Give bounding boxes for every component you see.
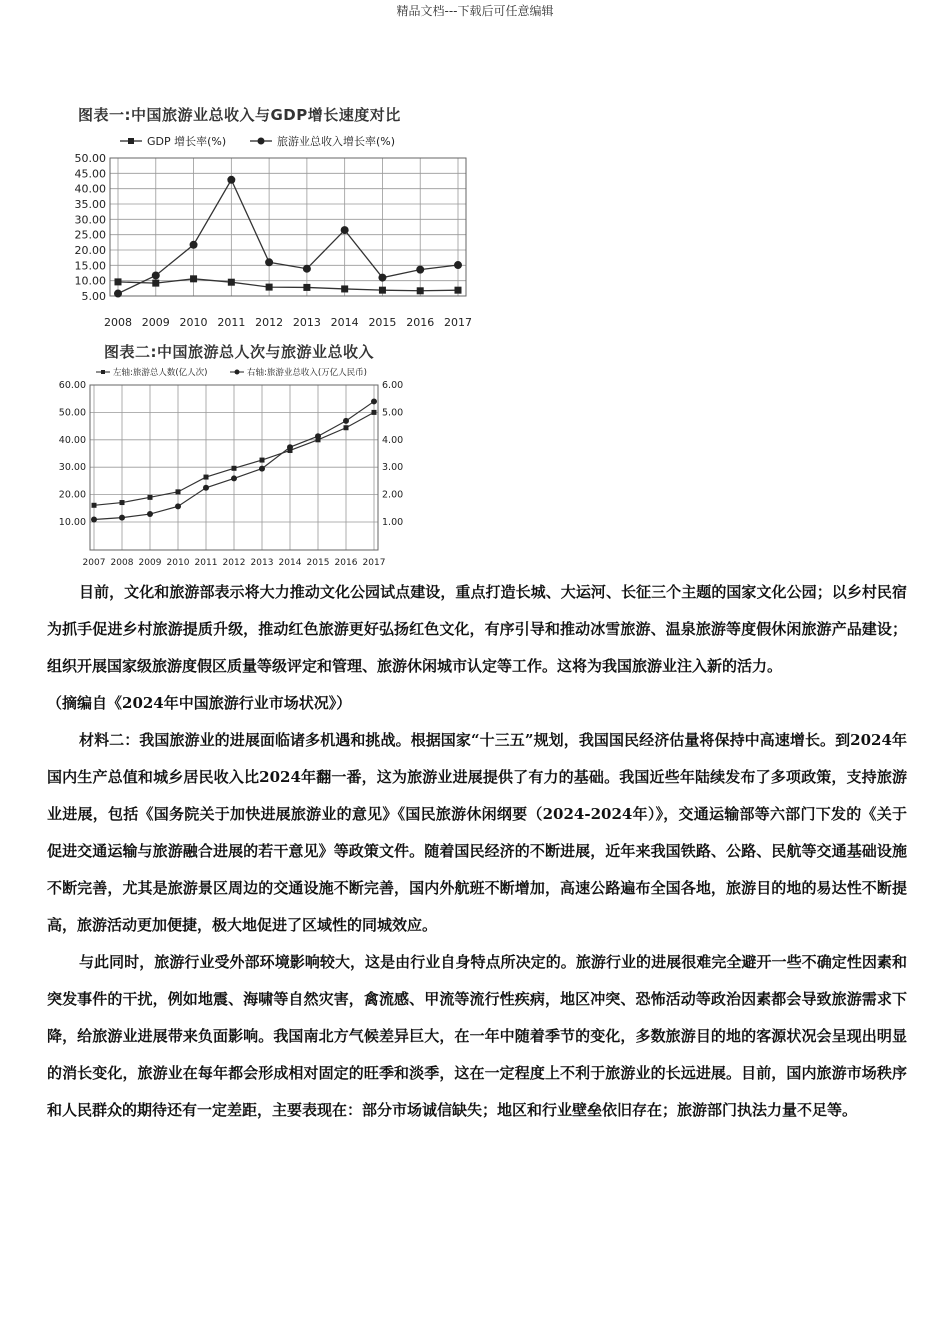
legend-label-0: GDP 增长率(%) bbox=[147, 135, 227, 148]
data-point-s1-2013 bbox=[303, 265, 311, 273]
data-point-s1-2009 bbox=[152, 271, 160, 279]
x-tick-label: 2014 bbox=[330, 316, 359, 329]
data-point-s1-2017 bbox=[371, 398, 377, 404]
y-right-tick-label: 6.00 bbox=[382, 380, 404, 391]
chart1 bbox=[60, 128, 480, 358]
x-tick-label: 2009 bbox=[141, 316, 170, 329]
data-point-s1-2007 bbox=[91, 517, 97, 523]
y-tick-label: 35.00 bbox=[74, 198, 106, 211]
x-tick-label: 2016 bbox=[406, 316, 435, 329]
data-point-s1-2015 bbox=[378, 274, 386, 282]
y-tick-label: 10.00 bbox=[74, 274, 106, 288]
data-point-s0-2012 bbox=[266, 284, 273, 291]
y-tick-label: 30.00 bbox=[74, 213, 106, 227]
chart2 bbox=[50, 364, 410, 576]
x-tick-label: 2007 bbox=[82, 558, 106, 568]
x-tick-label: 2015 bbox=[368, 316, 397, 329]
x-tick-label: 2015 bbox=[306, 558, 330, 568]
y-tick-label: 15.00 bbox=[74, 259, 106, 273]
y-right-tick-label: 5.00 bbox=[382, 407, 404, 419]
y-left-tick-label: 20.00 bbox=[58, 489, 86, 501]
y-left-tick-label: 30.00 bbox=[58, 462, 86, 474]
chart1-title: 图表一:中国旅游业总收入与GDP增长速度对比 bbox=[78, 106, 401, 124]
data-point-s1-2009 bbox=[147, 511, 153, 517]
y-left-tick-label: 50.00 bbox=[58, 407, 86, 419]
data-point-s0-2011 bbox=[204, 475, 209, 480]
y-left-tick-label: 40.00 bbox=[58, 434, 86, 446]
x-tick-label: 2017 bbox=[362, 558, 386, 568]
data-point-s1-2008 bbox=[114, 290, 122, 298]
x-tick-label: 2014 bbox=[278, 558, 302, 568]
page-header: 精品文档---下载后可任意编辑 bbox=[396, 4, 554, 18]
plot-frame bbox=[110, 158, 466, 296]
data-point-s0-2016 bbox=[417, 287, 424, 294]
data-point-s1-2012 bbox=[231, 475, 237, 481]
data-point-s0-2009 bbox=[152, 280, 159, 287]
data-point-s0-2016 bbox=[344, 425, 349, 430]
data-point-s1-2012 bbox=[265, 258, 273, 266]
y-left-tick-label: 60.00 bbox=[58, 380, 86, 391]
legend-marker-1 bbox=[258, 138, 265, 145]
data-point-s0-2007 bbox=[92, 503, 97, 508]
y-right-tick-label: 4.00 bbox=[382, 434, 404, 446]
y-tick-label: 45.00 bbox=[74, 167, 106, 181]
data-point-s1-2016 bbox=[343, 418, 349, 424]
article-body bbox=[47, 574, 907, 1129]
x-tick-label: 2010 bbox=[179, 316, 208, 329]
data-point-s0-2012 bbox=[232, 466, 237, 471]
data-point-s1-2016 bbox=[416, 266, 424, 274]
data-point-s1-2015 bbox=[315, 433, 321, 439]
y-tick-label: 25.00 bbox=[74, 228, 106, 242]
data-point-s1-2010 bbox=[190, 241, 198, 249]
data-point-s0-2013 bbox=[260, 458, 265, 463]
data-point-s0-2015 bbox=[379, 287, 386, 294]
x-tick-label: 2012 bbox=[255, 316, 284, 329]
y-tick-label: 5.00 bbox=[81, 290, 106, 303]
data-point-s1-2011 bbox=[203, 485, 209, 491]
legend-marker-0 bbox=[128, 138, 134, 144]
data-point-s0-2008 bbox=[115, 278, 122, 285]
y-right-tick-label: 1.00 bbox=[382, 517, 404, 528]
data-point-s0-2010 bbox=[176, 489, 181, 494]
data-point-s0-2017 bbox=[372, 410, 377, 415]
data-point-s0-2008 bbox=[120, 500, 125, 505]
paragraph-1: 目前，文化和旅游部表示将大力推动文化公园试点建设，重点打造长城、大运河、长征三个主题的国家文化公园；以乡村民宿为抓手促进乡村旅游提质升级，推动红色旅游更好弘扬红色文化，有序引导和推动冰雪旅游、温泉旅游等度假休闲旅游产品建设；组织开展国家级旅游度假区质量等级评定和管理、旅游休闲城市认定等工作。这将为我国旅游业注入新的活力。 bbox=[47, 583, 907, 675]
data-point-s1-2014 bbox=[287, 444, 293, 450]
data-point-s1-2013 bbox=[259, 466, 265, 472]
x-tick-label: 2012 bbox=[222, 558, 246, 568]
x-tick-label: 2011 bbox=[194, 558, 218, 568]
y-tick-label: 20.00 bbox=[74, 244, 106, 257]
source-citation: （摘编自《2024年中国旅游行业市场状况》） bbox=[47, 694, 352, 712]
data-point-s0-2014 bbox=[341, 285, 348, 292]
data-point-s0-2009 bbox=[148, 495, 153, 500]
y-left-tick-label: 10.00 bbox=[58, 517, 86, 528]
y-right-tick-label: 2.00 bbox=[382, 489, 404, 501]
paragraph-material-2: 材料二：我国旅游业的进展面临诸多机遇和挑战。根据国家“十三五”规划，我国国民经济估量将保持中高速增长。到2024年国内生产总值和城乡居民收入比2024年翻一番，这为旅游业进展提供了有力的基础。我国近些年陆续发布了多项政策，支持旅游业进展，包括《国务院关于加快进展旅游业的意见》《国民旅游休闲纲要（2024-2024年）》，交通运输部等六部门下发的《关于促进交通运输与旅游融合进展的若干意见》等政策文件。随着国民经济的不断进展，近年来我国铁路、公路、民航等交通基础设施不断完善，尤其是旅游景区周边的交通设施不断完善，国内外航班不断增加，高速公路遍布全国各地，旅游目的地的易达性不断提高，旅游活动更加便捷，极大地促进了区域性的同城效应。 bbox=[47, 731, 907, 934]
y-tick-label: 50.00 bbox=[74, 152, 106, 165]
paragraph-3: 与此同时，旅游行业受外部环境影响较大，这是由行业自身特点所决定的。旅游行业的进展很难完全避开一些不确定性因素和突发事件的干扰，例如地震、海啸等自然灾害，禽流感、甲流等流行性疾病，地区冲突、恐怖活动等政治因素都会导致旅游需求下降，给旅游业进展带来负面影响。我国南北方气候差异巨大，在一年中随着季节的变化，多数旅游目的地的客源状况会呈现出明显的消长变化，旅游业在每年都会形成相对固定的旺季和淡季，这在一定程度上不利于旅游业的长远进展。目前，国内旅游市场秩序和人民群众的期待还有一定差距，主要表现在：部分市场诚信缺失；地区和行业壁垒依旧存在；旅游部门执法力量不足等。 bbox=[47, 953, 907, 1119]
x-tick-label: 2017 bbox=[444, 316, 472, 329]
data-point-s1-2014 bbox=[341, 226, 349, 234]
data-point-s1-2011 bbox=[227, 176, 235, 184]
y-right-tick-label: 3.00 bbox=[382, 462, 404, 474]
legend-marker-1 bbox=[235, 370, 240, 375]
legend-label-1: 旅游业总收入增长率(%) bbox=[277, 135, 396, 148]
legend-label-1: 右轴:旅游业总收入(万亿人民币) bbox=[247, 368, 367, 378]
x-tick-label: 2010 bbox=[166, 558, 190, 568]
x-tick-label: 2009 bbox=[138, 558, 162, 568]
data-point-s0-2013 bbox=[303, 284, 310, 291]
x-tick-label: 2008 bbox=[104, 316, 132, 329]
legend-marker-0 bbox=[101, 370, 105, 374]
chart2-title: 图表二:中国旅游总人次与旅游业总收入 bbox=[104, 343, 375, 361]
legend-label-0: 左轴:旅游总人数(亿人次) bbox=[113, 368, 208, 378]
data-point-s1-2010 bbox=[175, 503, 181, 509]
data-point-s1-2017 bbox=[454, 261, 462, 269]
data-point-s1-2008 bbox=[119, 515, 125, 521]
x-tick-label: 2011 bbox=[217, 316, 246, 329]
series-line-1 bbox=[118, 180, 458, 294]
y-tick-label: 40.00 bbox=[74, 182, 106, 196]
x-tick-label: 2013 bbox=[292, 316, 321, 329]
data-point-s0-2011 bbox=[228, 279, 235, 286]
data-point-s0-2010 bbox=[190, 275, 197, 282]
x-tick-label: 2016 bbox=[334, 558, 358, 568]
x-tick-label: 2008 bbox=[110, 558, 134, 568]
x-tick-label: 2013 bbox=[250, 558, 274, 568]
data-point-s0-2017 bbox=[455, 287, 462, 294]
